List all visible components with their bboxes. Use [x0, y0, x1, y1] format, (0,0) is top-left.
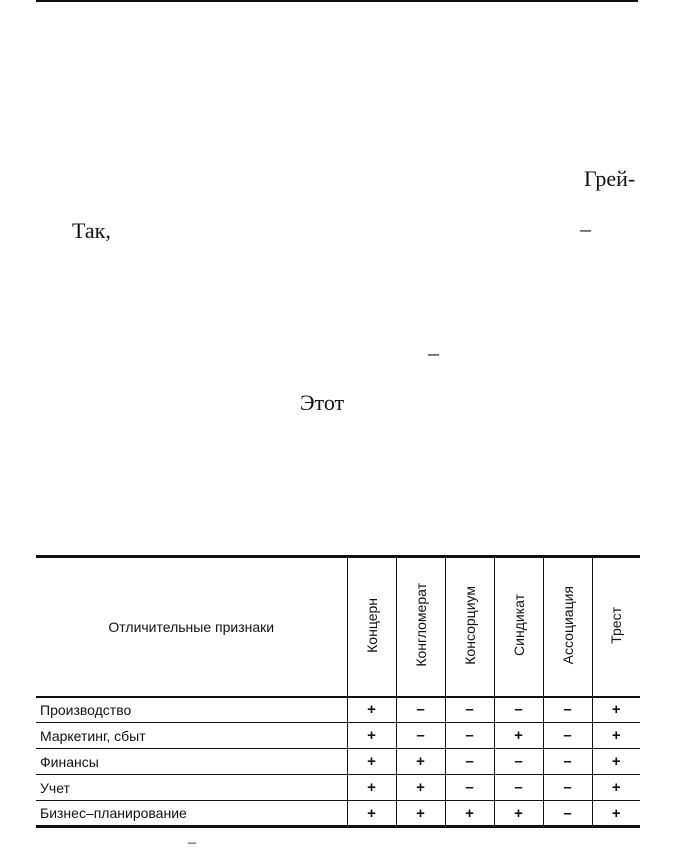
header-concern: Концерн	[347, 557, 396, 697]
table-row	[36, 697, 640, 723]
table-row	[36, 775, 640, 801]
table-cell: –	[543, 749, 592, 775]
table-cell: –	[494, 775, 543, 801]
table-cell: +	[347, 723, 396, 749]
row-label-business-planning: Бизнес–планирование	[36, 801, 347, 827]
header-syndicate: Синдикат	[494, 557, 543, 697]
table-cell: +	[445, 801, 494, 827]
table-row	[36, 723, 640, 749]
table-cell: +	[396, 749, 445, 775]
table-cell: –	[396, 723, 445, 749]
text-fragment-etot: Этот	[300, 390, 345, 415]
table-cell: +	[347, 801, 396, 827]
table-cell: +	[494, 723, 543, 749]
header-trust: Трест	[592, 557, 640, 697]
table-cell: –	[445, 749, 494, 775]
text-fragment-dash-3: –	[188, 834, 196, 851]
table-cell: +	[592, 775, 640, 801]
table-header-row	[36, 557, 640, 697]
table-cell: –	[445, 723, 494, 749]
table-cell: +	[347, 775, 396, 801]
table-cell: –	[543, 801, 592, 827]
table-cell: +	[396, 775, 445, 801]
table-cell: –	[445, 697, 494, 723]
text-fragment-dash-1: –	[580, 216, 591, 241]
header-features-label: Отличительные признаки	[36, 557, 347, 697]
table-cell: +	[592, 801, 640, 827]
text-fragment-grey: Грей-	[584, 166, 636, 191]
row-label-accounting: Учет	[36, 775, 347, 801]
table-cell: –	[396, 697, 445, 723]
table-cell: +	[347, 749, 396, 775]
text-fragment-dash-2: –	[428, 340, 439, 365]
table-row	[36, 749, 640, 775]
table-cell: +	[592, 749, 640, 775]
table-cell: +	[592, 697, 640, 723]
comparison-table	[36, 555, 640, 828]
table-cell: –	[494, 749, 543, 775]
table-cell: –	[494, 697, 543, 723]
header-association: Ассоциация	[543, 557, 592, 697]
table-cell: –	[543, 723, 592, 749]
header-consortium: Консорциум	[445, 557, 494, 697]
row-label-finance: Финансы	[36, 749, 347, 775]
table-cell: –	[543, 697, 592, 723]
top-rule	[36, 0, 638, 2]
table-cell: +	[347, 697, 396, 723]
text-fragment-tak: Так,	[72, 218, 111, 243]
row-label-marketing: Маркетинг, сбыт	[36, 723, 347, 749]
header-conglomerate: Конгломерат	[396, 557, 445, 697]
table-cell: +	[592, 723, 640, 749]
table-row	[36, 801, 640, 827]
table-cell: +	[494, 801, 543, 827]
table-cell: –	[543, 775, 592, 801]
table-cell: +	[396, 801, 445, 827]
row-label-production: Производство	[36, 697, 347, 723]
table-cell: –	[445, 775, 494, 801]
